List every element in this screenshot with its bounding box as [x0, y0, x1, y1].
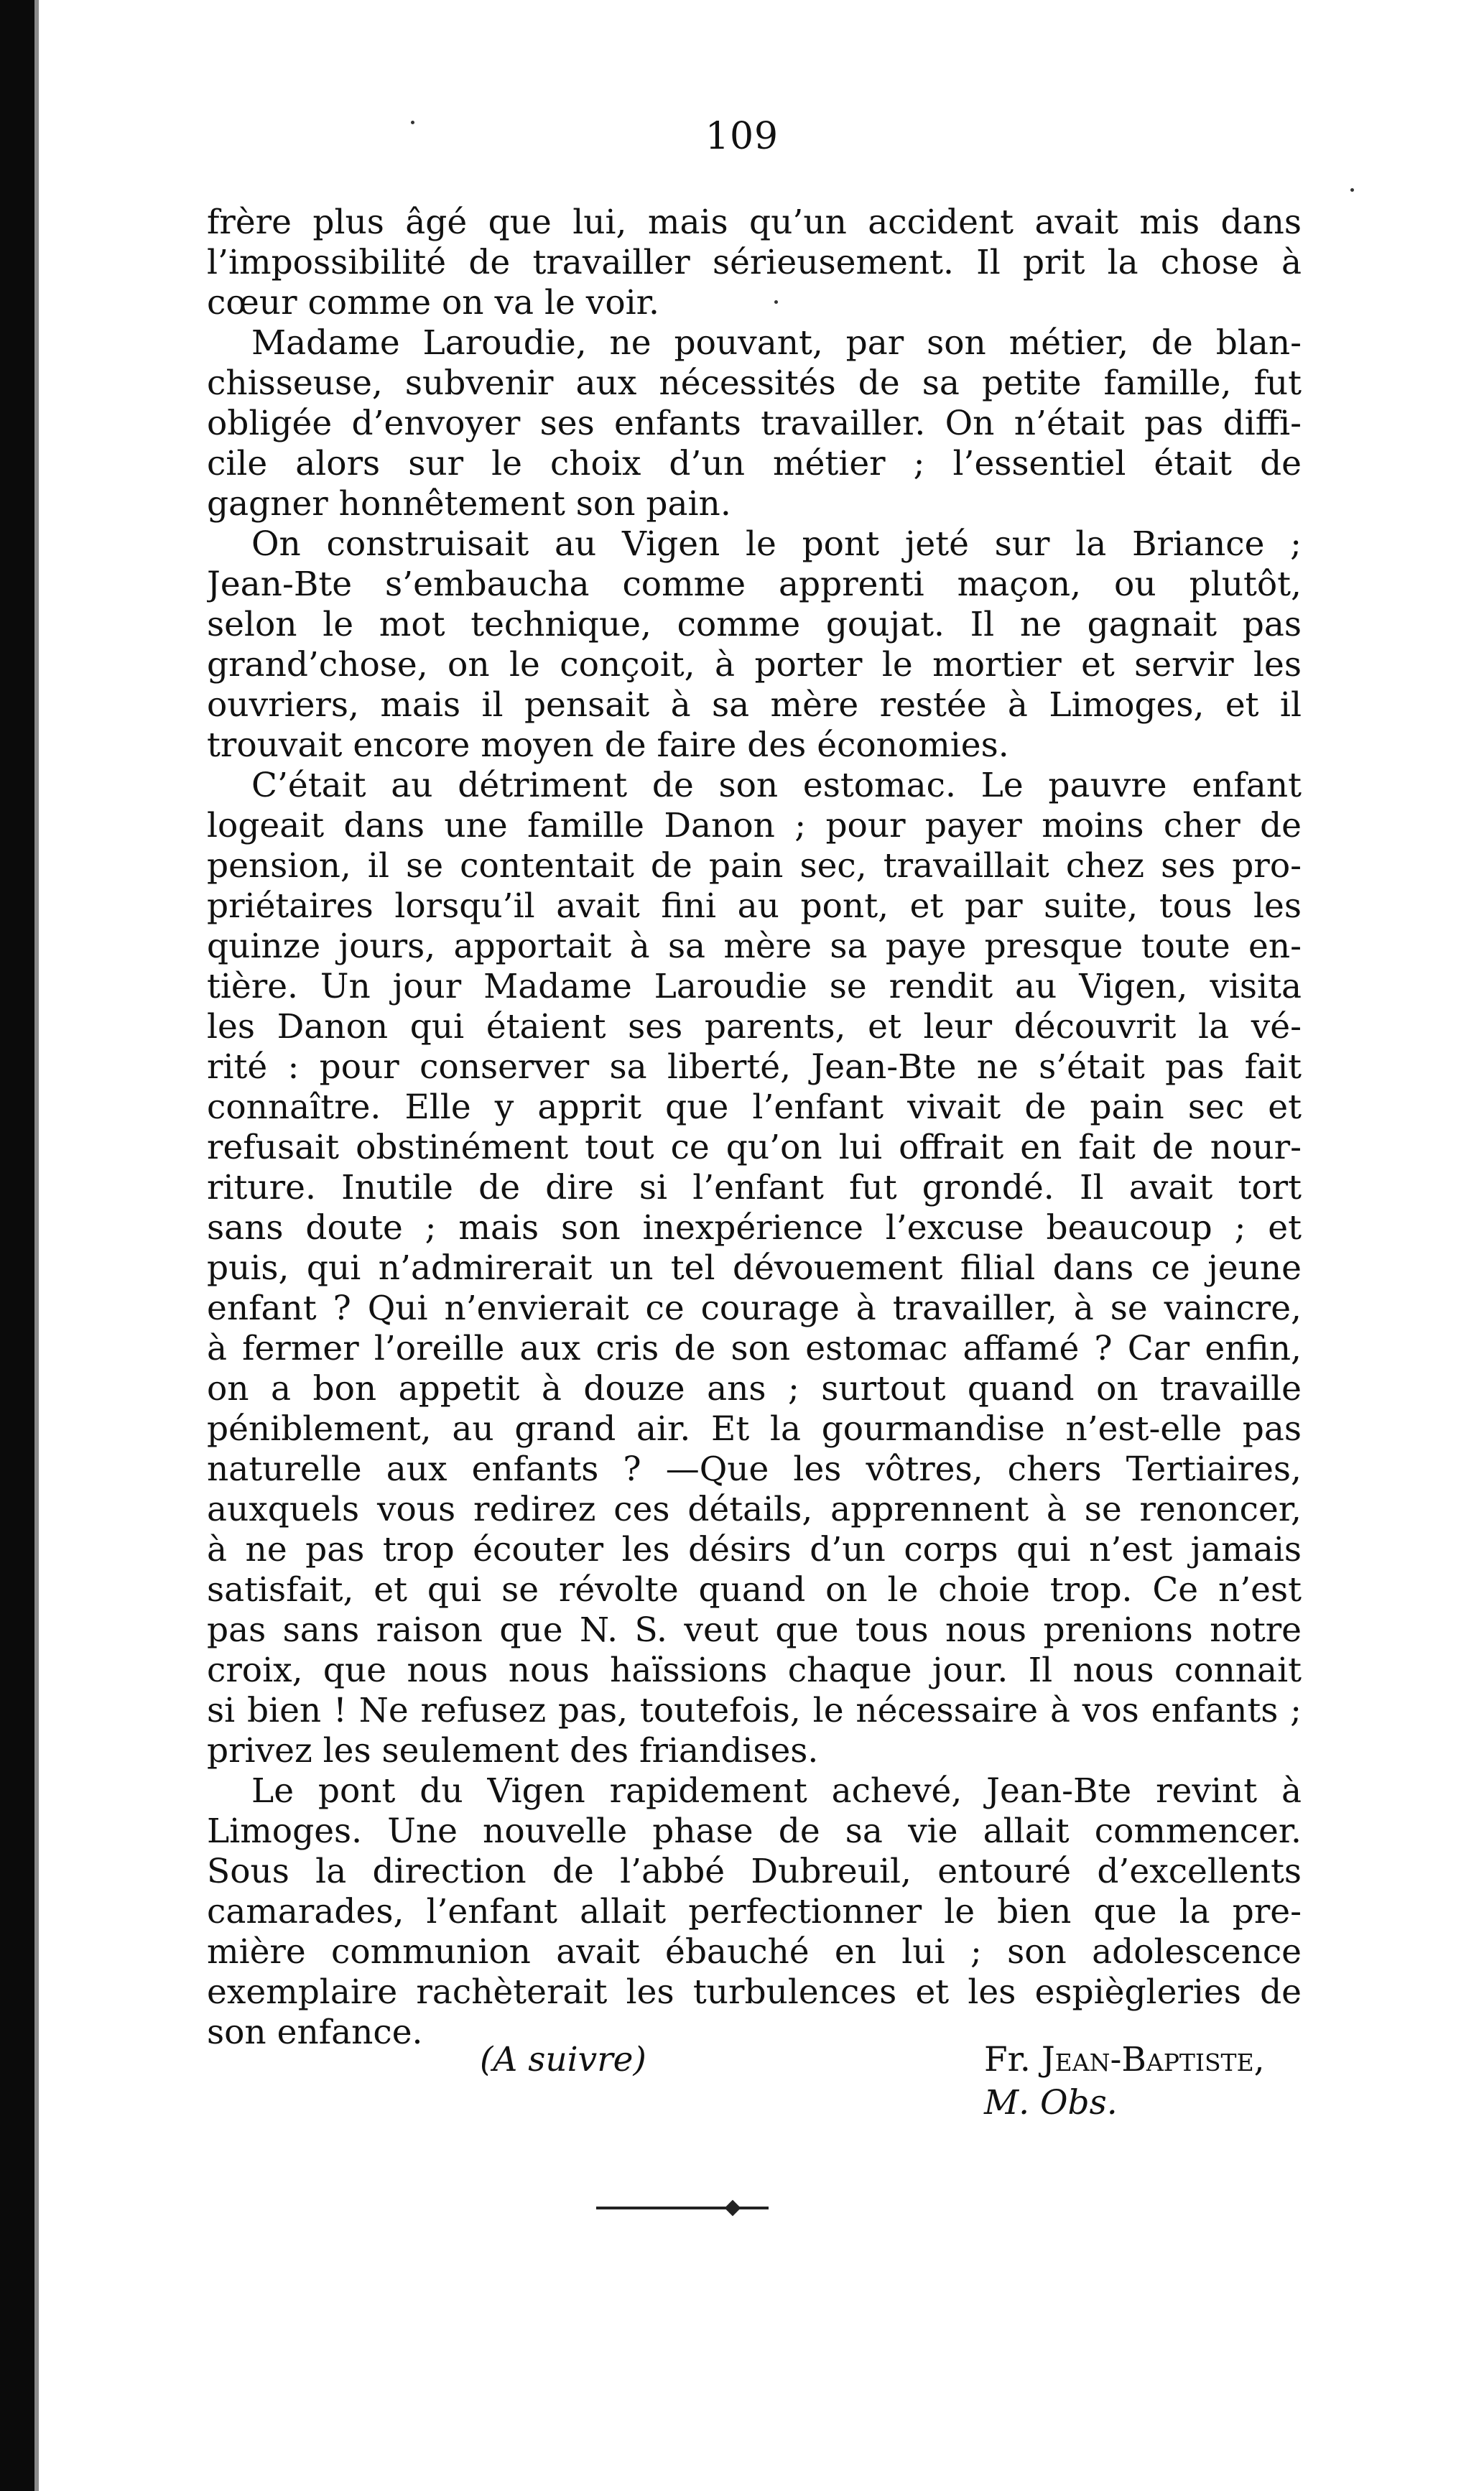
- text-line: enfant ? Qui n’envierait ce courage à travailler, à se vaincre,: [207, 1289, 1302, 1328]
- author-signature: [984, 2038, 1302, 2125]
- end-rule-ornament: [725, 2200, 741, 2217]
- text-line: refusait obstinément tout ce qu’on lui offrait en fait de nour-: [207, 1128, 1302, 1167]
- text-line: tière. Un jour Madame Laroudie se rendit au Vigen, visita: [207, 967, 1302, 1006]
- text-line: ouvriers, mais il pensait à sa mère restée à Limoges, et il: [207, 685, 1302, 725]
- end-rule: [596, 2207, 769, 2209]
- to-be-continued: (A suivre): [480, 2040, 646, 2079]
- text-line: frère plus âgé que lui, mais qu’un accident avait mis dans: [207, 203, 1302, 242]
- page-number: 109: [705, 115, 779, 158]
- text-line: Madame Laroudie, ne pouvant, par son métier, de blan-: [251, 323, 1302, 363]
- scan-speck: [1350, 188, 1354, 192]
- text-line: cœur comme on va le voir.: [207, 283, 659, 323]
- text-line: riture. Inutile de dire si l’enfant fut grondé. Il avait tort: [207, 1168, 1302, 1207]
- text-line: croix, que nous nous haïssions chaque jour. Il nous connait: [207, 1651, 1302, 1690]
- text-line: logeait dans une famille Danon ; pour payer moins cher de: [207, 806, 1302, 845]
- text-line: Sous la direction de l’abbé Dubreuil, entouré d’excellents: [207, 1852, 1302, 1891]
- text-line: son enfance.: [207, 2013, 423, 2052]
- text-line: C’était au détriment de son estomac. Le pauvre enfant: [251, 766, 1302, 805]
- text-line: satisfait, et qui se révolte quand on le choie trop. Ce n’est: [207, 1570, 1302, 1610]
- text-line: chisseuse, subvenir aux nécessités de sa petite famille, fut: [207, 363, 1302, 403]
- text-line: on a bon appetit à douze ans ; surtout quand on travaille: [207, 1369, 1302, 1409]
- text-line: l’impossibilité de travailler sérieusement. Il prit la chose à: [207, 243, 1302, 282]
- text-line: Le pont du Vigen rapidement achevé, Jean-Bte revint à: [251, 1771, 1302, 1811]
- text-line: à fermer l’oreille aux cris de son estomac affamé ? Car enfin,: [207, 1329, 1302, 1368]
- text-line: Jean-Bte s’embaucha comme apprenti maçon, ou plutôt,: [207, 565, 1302, 604]
- text-line: obligée d’envoyer ses enfants travailler. On n’était pas diffi-: [207, 404, 1302, 443]
- text-line: quinze jours, apportait à sa mère sa paye presque toute en-: [207, 927, 1302, 966]
- body-text: [207, 203, 1302, 2053]
- text-line: à ne pas trop écouter les désirs d’un corps qui n’est jamais: [207, 1530, 1302, 1569]
- author-name: Jean-Baptiste,: [1041, 2040, 1265, 2079]
- text-line: péniblement, au grand air. Et la gourmandise n’est-elle pas: [207, 1409, 1302, 1449]
- text-line: On construisait au Vigen le pont jeté sur la Briance ;: [251, 524, 1302, 564]
- text-line: les Danon qui étaient ses parents, et leur découvrit la vé-: [207, 1007, 1302, 1047]
- text-line: privez les seulement des friandises.: [207, 1731, 819, 1771]
- text-line: priétaires lorsqu’il avait fini au pont, et par suite, tous les: [207, 886, 1302, 926]
- text-line: cile alors sur le choix d’un métier ; l’essentiel était de: [207, 444, 1302, 483]
- text-line: exemplaire rachèterait les turbulences et les espiègleries de: [207, 1972, 1302, 2012]
- text-line: connaître. Elle y apprit que l’enfant vivait de pain sec et: [207, 1087, 1302, 1127]
- text-line: puis, qui n’admirerait un tel dévouement filial dans ce jeune: [207, 1248, 1302, 1288]
- text-line: sans doute ; mais son inexpérience l’excuse beaucoup ; et: [207, 1208, 1302, 1248]
- text-line: mière communion avait ébauché en lui ; son adolescence: [207, 1932, 1302, 1972]
- author-title: M. Obs.: [984, 2083, 1118, 2123]
- text-line: trouvait encore moyen de faire des économies.: [207, 725, 1009, 765]
- scan-edge-bar: [0, 0, 34, 2491]
- author-prefix: Fr.: [984, 2040, 1031, 2079]
- text-line: pas sans raison que N. S. veut que tous nous prenions notre: [207, 1610, 1302, 1650]
- text-line: gagner honnêtement son pain.: [207, 484, 731, 524]
- text-line: auxquels vous redirez ces détails, apprennent à se renoncer,: [207, 1490, 1302, 1529]
- text-line: pension, il se contentait de pain sec, travaillait chez ses pro-: [207, 846, 1302, 886]
- text-line: grand’chose, on le conçoit, à porter le mortier et servir les: [207, 645, 1302, 685]
- scan-edge-strip: [34, 0, 39, 2491]
- text-line: camarades, l’enfant allait perfectionner le bien que la pre-: [207, 1892, 1302, 1931]
- text-line: rité : pour conserver sa liberté, Jean-Bte ne s’était pas fait: [207, 1047, 1302, 1087]
- text-line: naturelle aux enfants ? —Que les vôtres, chers Tertiaires,: [207, 1449, 1302, 1489]
- signature-line: [207, 2038, 1302, 2123]
- text-line: selon le mot technique, comme goujat. Il ne gagnait pas: [207, 605, 1302, 644]
- text-line: Limoges. Une nouvelle phase de sa vie allait commencer.: [207, 1812, 1302, 1851]
- text-line: si bien ! Ne refusez pas, toutefois, le nécessaire à vos enfants ;: [207, 1691, 1302, 1730]
